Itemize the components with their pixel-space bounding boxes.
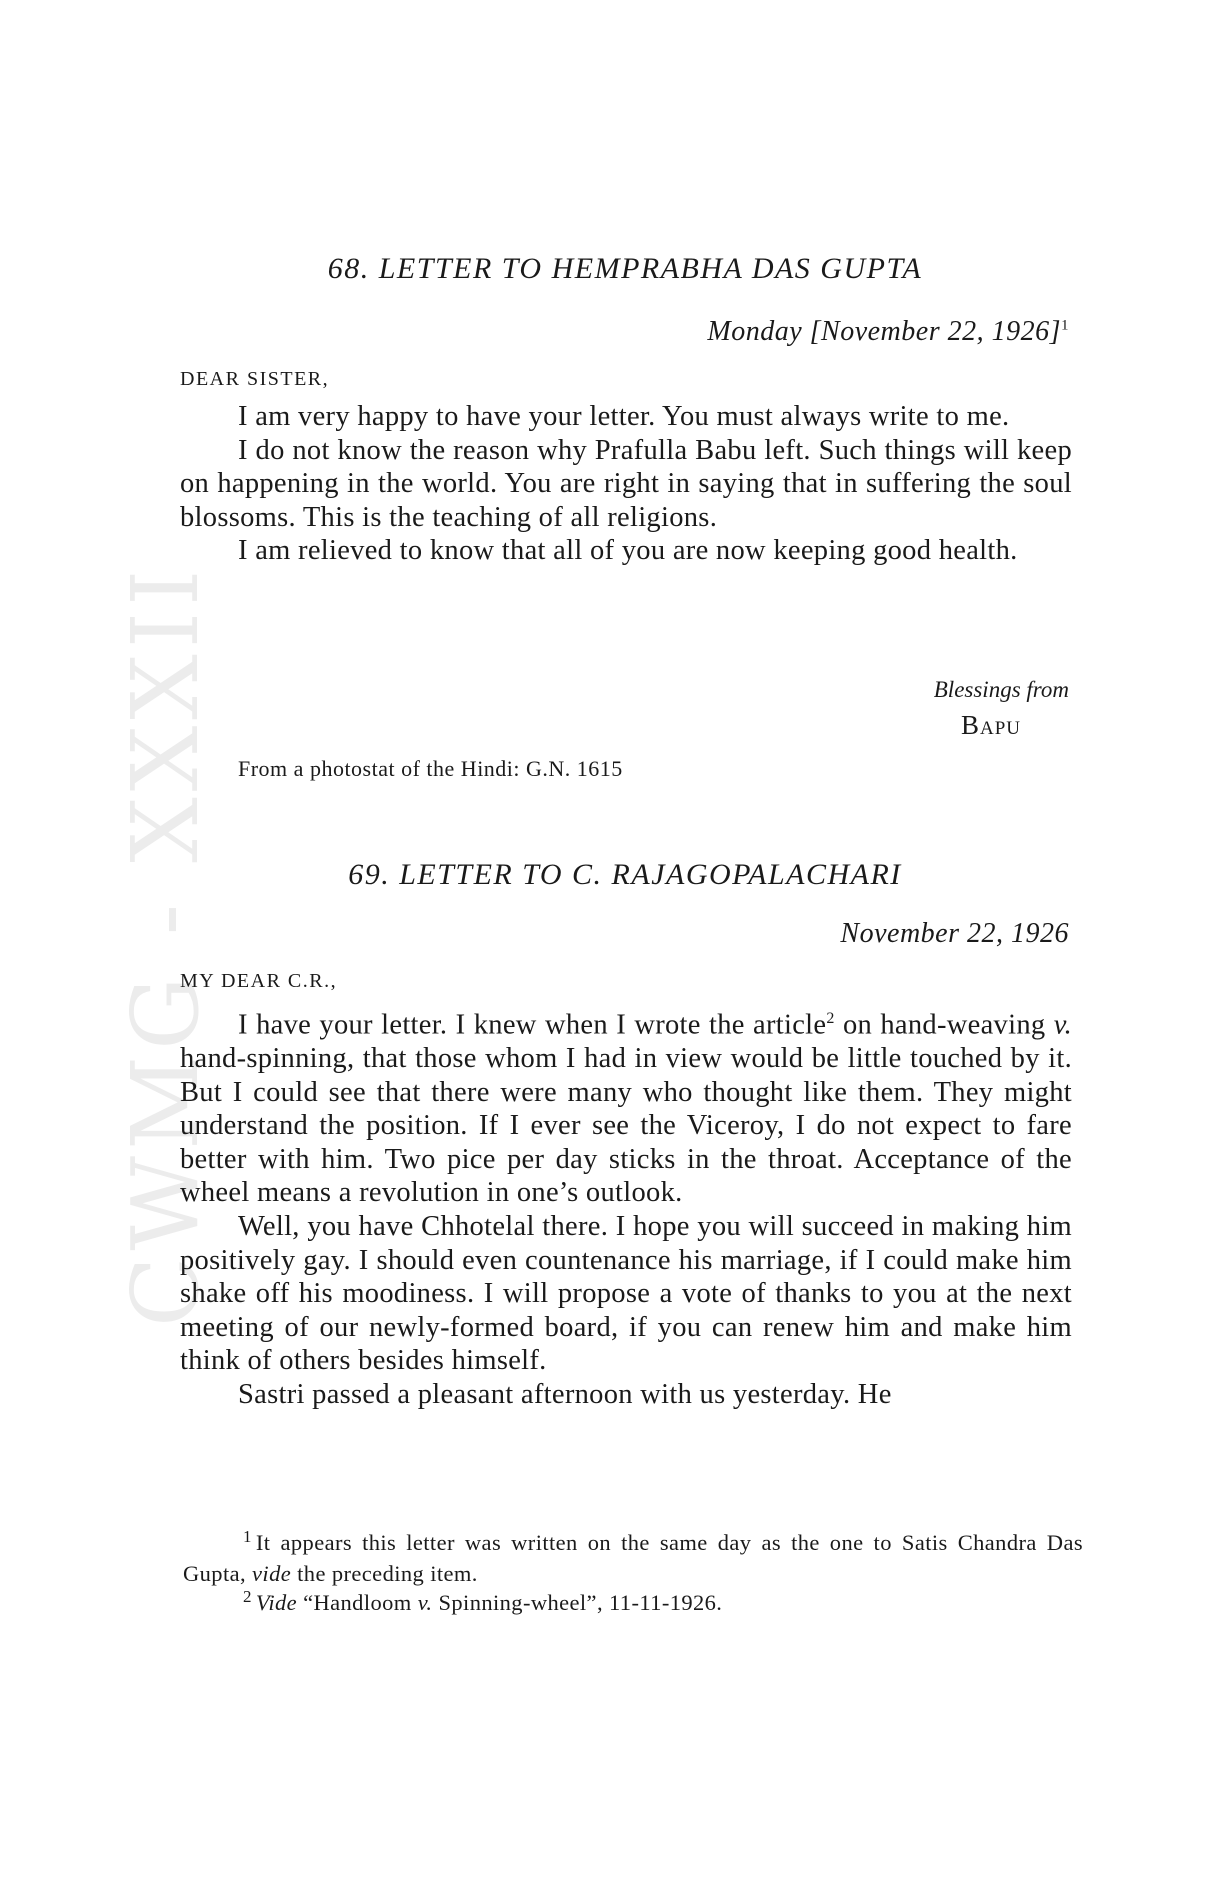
- paragraph: I am very happy to have your letter. You must always write to me.: [238, 401, 1010, 432]
- letter-69-body: [180, 1002, 1072, 1412]
- footnotes: [183, 1528, 1083, 1619]
- footnote-ref-2: 2: [826, 1010, 835, 1027]
- paragraph: Sastri passed a pleasant afternoon with us yesterday. He: [238, 1379, 892, 1411]
- letter-68-salutation: DEAR SISTER,: [180, 368, 330, 390]
- paragraph: Well, you have Chhotelal there. I hope you will succeed in making him positively gay. I should even countenance his marriage, if I could make him shake off his moodiness. I will propose a vote of thanks to you at the next meeting of our newly-formed board, if you can renew him and make him think of others besides himself.: [180, 1211, 1072, 1377]
- letter-68-source: From a photostat of the Hindi: G.N. 1615: [238, 756, 623, 781]
- letter-69-title: 69. LETTER TO C. RAJAGOPALACHARI: [348, 858, 902, 891]
- letter-68-signature: Bapu: [960, 710, 1021, 740]
- letter-69-salutation: MY DEAR C.R.,: [180, 970, 338, 992]
- footnote-2: $^2$ Vide “Handloom v. Spinning-wheel”, 11-11-1926.: [243, 1587, 723, 1615]
- letter-68-closing: Blessings from: [933, 677, 1069, 702]
- paragraph: I do not know the reason why Prafulla Babu left. Such things will keep on happening in the world. You are right in saying that in suffering the soul blossoms. This is the teaching of all religions.: [180, 434, 1072, 533]
- footnote-1: $^1$ It appears this letter was written on the same day as the one to Satis Chandra Das Gupta, vide the preceding item.: [183, 1527, 1083, 1586]
- watermark: CWMG - XXXII: [112, 563, 219, 1327]
- letter-68-date: Monday [November 22, 1926]$^1$: [707, 316, 1069, 347]
- letter-68-body: [180, 400, 1072, 568]
- letter-69-date: November 22, 1926: [840, 918, 1069, 949]
- paragraph: I am relieved to know that all of you are now keeping good health.: [238, 535, 1018, 567]
- paragraph: I have your letter. I knew when I wrote the article$^2$ on hand-weaving v. hand-spinning, that those whom I had in view would be little touched by it. But I could see that there were many who thought like them. They might understand the position. If I ever see the Viceroy, I do not expect to fare better with him. Two pice per day sticks in the throat. Acceptance of the wheel means a revolution in one’s outlook.: [180, 1009, 1072, 1209]
- footnote-ref-1: 1: [1061, 317, 1069, 334]
- letter-68-title: 68. LETTER TO HEMPRABHA DAS GUPTA: [327, 252, 923, 285]
